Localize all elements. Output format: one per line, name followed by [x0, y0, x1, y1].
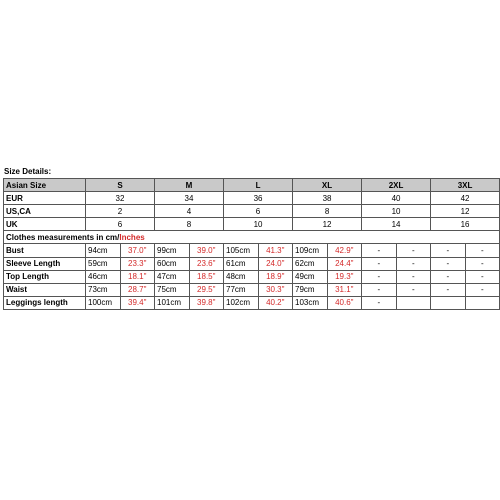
row-label: EUR: [4, 192, 86, 205]
size-xl: XL: [293, 179, 362, 192]
cm-cell: -: [362, 296, 397, 309]
table-cell: 42: [431, 192, 500, 205]
measure-row-top-length: [4, 270, 500, 283]
size-2xl: 2XL: [362, 179, 431, 192]
table-cell: 14: [362, 218, 431, 231]
measure-row-sleeve-length: [4, 257, 500, 270]
inch-cell: 39.8": [189, 296, 224, 309]
inch-cell: 31.1": [327, 283, 362, 296]
cm-cell: 49cm: [293, 270, 328, 283]
inch-cell: -: [396, 257, 431, 270]
cm-cell: 77cm: [224, 283, 259, 296]
size-chart-table: [3, 178, 500, 310]
cm-cell: 73cm: [86, 283, 121, 296]
cm-cell: 94cm: [86, 244, 121, 257]
table-cell: 10: [224, 218, 293, 231]
cm-cell: 99cm: [155, 244, 190, 257]
row-label: US,CA: [4, 205, 86, 218]
header-label: Asian Size: [4, 179, 86, 192]
inch-cell: -: [465, 283, 500, 296]
inch-cell: -: [465, 270, 500, 283]
measure-row-waist: [4, 283, 500, 296]
table-cell: 16: [431, 218, 500, 231]
table-cell: 34: [155, 192, 224, 205]
cm-cell: 59cm: [86, 257, 121, 270]
inch-cell: 29.5": [189, 283, 224, 296]
inch-cell: 18.1": [120, 270, 155, 283]
table-cell: 12: [293, 218, 362, 231]
row-label: Sleeve Length: [4, 257, 86, 270]
cm-cell: -: [431, 270, 466, 283]
cm-cell: 102cm: [224, 296, 259, 309]
inch-cell: 40.6": [327, 296, 362, 309]
inch-cell: 19.3": [327, 270, 362, 283]
size-m: M: [155, 179, 224, 192]
row-label: Waist: [4, 283, 86, 296]
inch-cell: -: [465, 257, 500, 270]
inch-cell: 39.0": [189, 244, 224, 257]
cm-cell: 100cm: [86, 296, 121, 309]
inch-cell: 24.4": [327, 257, 362, 270]
size-s: S: [86, 179, 155, 192]
size-3xl: 3XL: [431, 179, 500, 192]
cm-cell: -: [431, 244, 466, 257]
cm-cell: -: [431, 257, 466, 270]
inch-cell: 40.2": [258, 296, 293, 309]
inch-cell: -: [396, 270, 431, 283]
inch-cell: 18.9": [258, 270, 293, 283]
cm-cell: 101cm: [155, 296, 190, 309]
cm-cell: -: [362, 244, 397, 257]
inch-cell: -: [396, 283, 431, 296]
inch-cell: 23.3": [120, 257, 155, 270]
size-header-row: [4, 179, 500, 192]
cm-cell: 105cm: [224, 244, 259, 257]
cm-cell: 62cm: [293, 257, 328, 270]
cm-cell: -: [362, 283, 397, 296]
table-cell: 12: [431, 205, 500, 218]
conversion-row-eur: [4, 192, 500, 205]
conversion-row-uk: [4, 218, 500, 231]
cm-cell: -: [362, 257, 397, 270]
cm-cell: 46cm: [86, 270, 121, 283]
table-cell: 2: [86, 205, 155, 218]
cm-cell: 48cm: [224, 270, 259, 283]
inch-cell: -: [396, 244, 431, 257]
cm-cell: 103cm: [293, 296, 328, 309]
cm-cell: 79cm: [293, 283, 328, 296]
inch-cell: [465, 296, 500, 309]
table-cell: 38: [293, 192, 362, 205]
measure-row-leggings-length: [4, 296, 500, 309]
table-cell: 40: [362, 192, 431, 205]
table-cell: 8: [293, 205, 362, 218]
inch-cell: 37.0": [120, 244, 155, 257]
table-cell: 36: [224, 192, 293, 205]
cm-cell: -: [431, 283, 466, 296]
inch-cell: 24.0": [258, 257, 293, 270]
size-l: L: [224, 179, 293, 192]
row-label: Bust: [4, 244, 86, 257]
conversion-row-us-ca: [4, 205, 500, 218]
table-cell: 6: [86, 218, 155, 231]
table-cell: 8: [155, 218, 224, 231]
inch-cell: -: [465, 244, 500, 257]
cm-cell: 47cm: [155, 270, 190, 283]
inch-cell: [396, 296, 431, 309]
inch-cell: 28.7": [120, 283, 155, 296]
section-title: [4, 231, 500, 244]
inch-cell: 23.6": [189, 257, 224, 270]
inch-cell: 42.9": [327, 244, 362, 257]
measure-row-bust: [4, 244, 500, 257]
section-title-prefix: Clothes measurements in cm/: [6, 232, 120, 242]
cm-cell: 60cm: [155, 257, 190, 270]
table-cell: 32: [86, 192, 155, 205]
cm-cell: 61cm: [224, 257, 259, 270]
row-label: Top Length: [4, 270, 86, 283]
cm-cell: -: [362, 270, 397, 283]
section-row: [4, 231, 500, 244]
cm-cell: [431, 296, 466, 309]
table-cell: 10: [362, 205, 431, 218]
table-cell: 4: [155, 205, 224, 218]
size-details-caption: Size Details:: [4, 167, 52, 176]
inch-cell: 39.4": [120, 296, 155, 309]
section-title-highlight: Inches: [119, 232, 145, 242]
row-label: UK: [4, 218, 86, 231]
cm-cell: 109cm: [293, 244, 328, 257]
inch-cell: 41.3": [258, 244, 293, 257]
inch-cell: 30.3": [258, 283, 293, 296]
table-cell: 6: [224, 205, 293, 218]
row-label: Leggings length: [4, 296, 86, 309]
inch-cell: 18.5": [189, 270, 224, 283]
cm-cell: 75cm: [155, 283, 190, 296]
